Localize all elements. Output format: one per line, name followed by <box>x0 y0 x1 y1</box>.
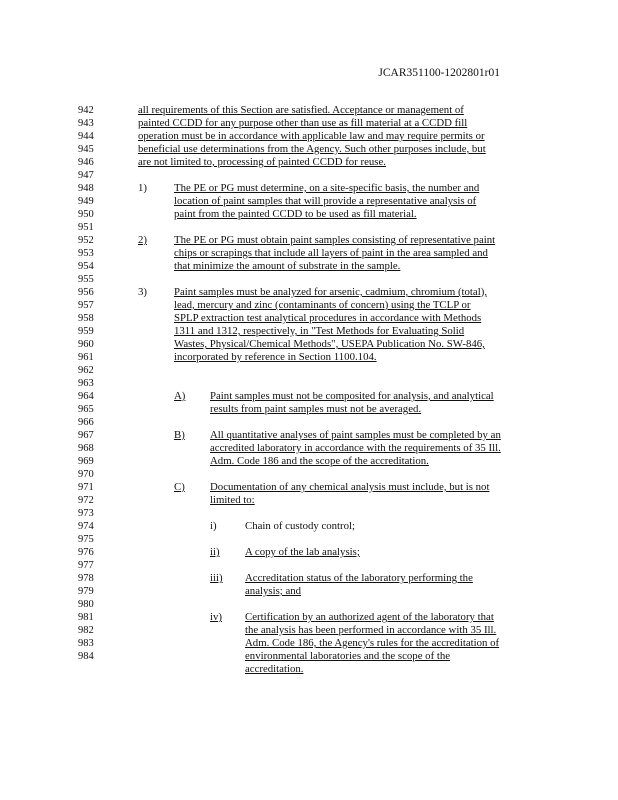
subsection-label: i) <box>210 520 217 532</box>
line-number: 982 <box>78 625 94 636</box>
subsection-label: ii) <box>210 546 220 558</box>
subsection-label: 1) <box>138 182 147 194</box>
text-line: limited to: <box>210 494 255 506</box>
text-line: all requirements of this Section are satisfied. Acceptance or management of <box>138 104 464 116</box>
line-number: 962 <box>78 365 94 376</box>
subsection-label: A) <box>174 390 186 402</box>
text-line: The PE or PG must obtain paint samples consisting of representative paint <box>174 234 496 246</box>
line-number: 975 <box>78 534 94 545</box>
line-number: 966 <box>78 417 94 428</box>
subsection-label: B) <box>174 429 185 441</box>
text-line: Certification by an authorized agent of the laboratory that <box>245 611 494 623</box>
line-number: 972 <box>78 495 94 506</box>
line-number: 976 <box>78 547 94 558</box>
line-number: 965 <box>78 404 94 415</box>
subsection-label: C) <box>174 481 185 493</box>
subsection-label: 3) <box>138 286 147 298</box>
line-number: 959 <box>78 326 94 337</box>
text-line: results from paint samples must not be averaged. <box>210 403 422 415</box>
text-line: All quantitative analyses of paint samples must be completed by an <box>210 429 501 441</box>
line-number: 961 <box>78 352 94 363</box>
text-line: operation must be in accordance with applicable law and may require permits or <box>138 130 485 142</box>
text-line: environmental laboratories and the scope of the <box>245 650 451 662</box>
document-id-header: JCAR351100-1202801r01 <box>378 67 500 79</box>
line-number: 967 <box>78 430 94 441</box>
text-line: beneficial use determinations from the Agency. Such other purposes include, but <box>138 143 486 155</box>
text-line: Adm. Code 186 and the scope of the accreditation. <box>210 455 429 467</box>
line-number: 960 <box>78 339 94 350</box>
line-number: 984 <box>78 651 94 662</box>
line-number: 949 <box>78 196 94 207</box>
text-line: accredited laboratory in accordance with the requirements of 35 Ill. <box>210 442 501 454</box>
line-number: 952 <box>78 235 94 246</box>
line-number: 978 <box>78 573 94 584</box>
text-line: chips or scrapings that include all layers of paint in the area sampled and <box>174 247 488 259</box>
line-number: 977 <box>78 560 94 571</box>
subsection-label: 2) <box>138 234 147 246</box>
text-line: Paint samples must be analyzed for arsenic, cadmium, chromium (total), <box>174 286 488 298</box>
line-number: 973 <box>78 508 94 519</box>
line-number: 974 <box>78 521 94 532</box>
text-line: paint from the painted CCDD to be used as fill material. <box>174 208 417 220</box>
subsection-label: iv) <box>210 611 222 623</box>
text-line: that minimize the amount of substrate in the sample. <box>174 260 401 272</box>
line-number: 954 <box>78 261 94 272</box>
text-line: A copy of the lab analysis; <box>245 546 360 558</box>
line-number: 955 <box>78 274 94 285</box>
text-line: 1311 and 1312, respectively, in "Test Methods for Evaluating Solid <box>174 325 465 337</box>
line-number: 956 <box>78 287 94 298</box>
line-number: 948 <box>78 183 94 194</box>
line-number: 943 <box>78 118 94 129</box>
line-number: 980 <box>78 599 94 610</box>
text-line: location of paint samples that will provide a representative analysis of <box>174 195 477 207</box>
line-number: 981 <box>78 612 94 623</box>
line-number: 970 <box>78 469 94 480</box>
text-line: Wastes, Physical/Chemical Methods", USEPA Publication No. SW-846, <box>174 338 485 350</box>
text-line: accreditation. <box>245 663 304 675</box>
line-number: 942 <box>78 105 94 116</box>
line-number: 950 <box>78 209 94 220</box>
line-number: 968 <box>78 443 94 454</box>
text-line: incorporated by reference in Section 1100.104. <box>174 351 377 363</box>
text-line: Adm. Code 186, the Agency's rules for the accreditation of <box>245 637 500 649</box>
text-line: the analysis has been performed in accordance with 35 Ill. <box>245 624 497 636</box>
line-number: 958 <box>78 313 94 324</box>
text-line: lead, mercury and zinc (contaminants of concern) using the TCLP or <box>174 299 471 311</box>
text-line: painted CCDD for any purpose other than use as fill material at a CCDD fill <box>138 117 468 129</box>
line-number: 979 <box>78 586 94 597</box>
text-line: Accreditation status of the laboratory performing the <box>245 572 473 584</box>
line-number: 983 <box>78 638 94 649</box>
line-number: 953 <box>78 248 94 259</box>
text-line: analysis; and <box>245 585 302 597</box>
line-number: 963 <box>78 378 94 389</box>
line-number: 951 <box>78 222 94 233</box>
text-line: are not limited to, processing of painted CCDD for reuse. <box>138 156 386 168</box>
line-number: 969 <box>78 456 94 467</box>
line-number: 964 <box>78 391 94 402</box>
line-number: 944 <box>78 131 94 142</box>
text-line: The PE or PG must determine, on a site-specific basis, the number and <box>174 182 480 194</box>
subsection-label: iii) <box>210 572 223 584</box>
line-number: 946 <box>78 157 94 168</box>
line-number: 971 <box>78 482 94 493</box>
line-number: 957 <box>78 300 94 311</box>
text-line: Paint samples must not be composited for analysis, and analytical <box>210 390 494 402</box>
line-number: 945 <box>78 144 94 155</box>
text-line: Documentation of any chemical analysis must include, but is not <box>210 481 490 493</box>
text-line: SPLP extraction test analytical procedures in accordance with Methods <box>174 312 482 324</box>
text-line: Chain of custody control; <box>245 520 356 532</box>
line-number: 947 <box>78 170 94 181</box>
